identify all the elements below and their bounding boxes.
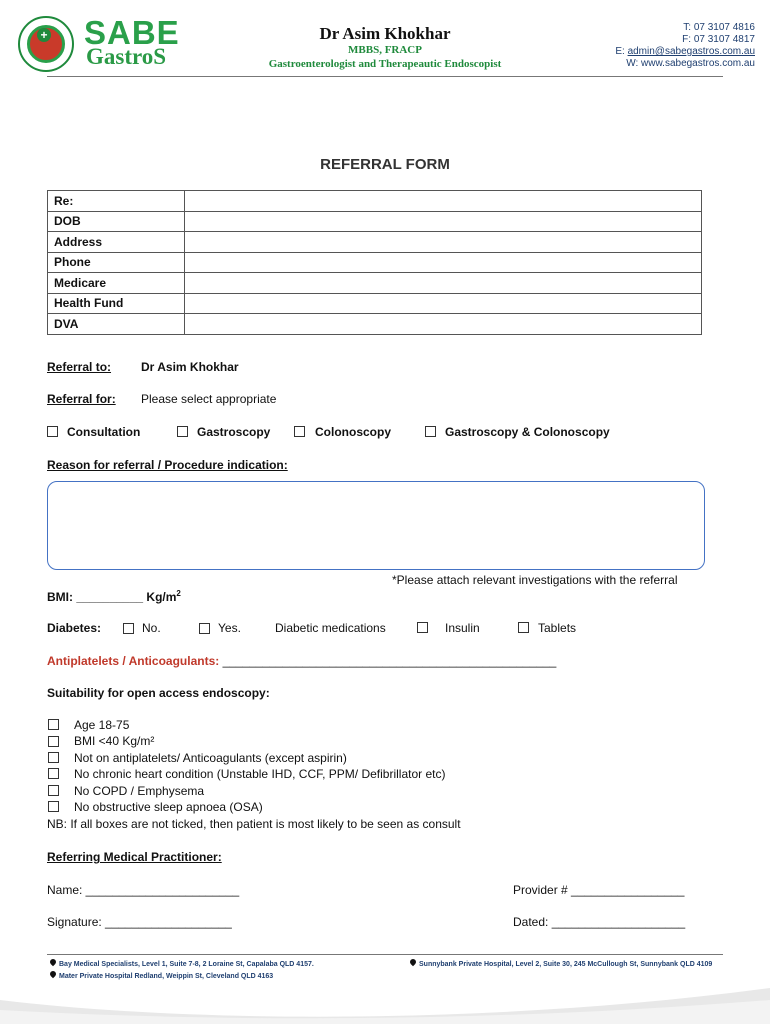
suitability-item: Age 18-75 [74,718,130,732]
antiplatelets-blank[interactable]: __________________________________________________ [222,654,557,668]
suitability-note: NB: If all boxes are not ticked, then patient is most likely to be seen as consult [47,817,461,831]
location-pin-icon [409,958,417,966]
header-divider [47,76,723,77]
field-label: DVA [48,314,185,335]
reason-textarea[interactable] [47,481,705,570]
phone-field[interactable] [185,252,702,273]
contact-web[interactable]: W: www.sabegastros.com.au [626,58,755,69]
practitioner-name-field[interactable]: Name: _______________________ [47,883,240,897]
diabetes-no-checkbox[interactable] [123,623,134,634]
referral-to-label: Referral to: [47,360,112,374]
no-osa-checkbox[interactable] [48,801,59,812]
doctor-credentials: MBBS, FRACP [348,44,422,56]
suitability-item: BMI <40 Kg/m² [74,734,155,748]
field-label: Health Fund [48,293,185,314]
dob-field[interactable] [185,211,702,232]
table-row [48,314,702,335]
diabetes-yes-label: Yes. [218,621,241,635]
bmi-label: BMI: __________ Kg/m [47,590,177,604]
brand-name-bottom: GastroS [86,44,167,69]
address-field[interactable] [185,232,702,253]
consultation-checkbox[interactable] [47,426,58,437]
footer-divider [47,954,723,955]
bmi-criteria-checkbox[interactable] [48,736,59,747]
no-antiplatelets-checkbox[interactable] [48,752,59,763]
referral-for-label: Referral for: [47,392,116,406]
footer-location-3 [50,971,273,980]
referral-for-value: Please select appropriate [141,392,277,406]
age-checkbox[interactable] [48,719,59,730]
suitability-item: No chronic heart condition (Unstable IHD, CCF, PPM/ Defibrillator etc) [74,767,446,781]
suitability-item: No COPD / Emphysema [74,784,205,798]
medicare-field[interactable] [185,273,702,294]
antiplatelets-line [47,654,556,668]
health-fund-field[interactable] [185,293,702,314]
diabetes-label: Diabetes: [47,621,102,635]
insulin-checkbox[interactable] [417,622,428,633]
logo-cross-icon: + [37,28,51,42]
colonoscopy-label: Colonoscopy [315,425,392,439]
location-text: Mater Private Hospital Redland, Weippin St, Cleveland QLD 4163 [59,973,274,980]
field-label: Medicare [48,273,185,294]
diabetes-yes-checkbox[interactable] [199,623,210,634]
field-label: DOB [48,211,185,232]
gastro-colonoscopy-label: Gastroscopy & Colonoscopy [445,425,610,439]
table-row [48,211,702,232]
attach-note: *Please attach relevant investigations with the referral [392,573,678,587]
patient-details-table [47,190,702,335]
gastroscopy-label: Gastroscopy [197,425,271,439]
tablets-checkbox[interactable] [518,622,529,633]
antiplatelets-label: Antiplatelets / Anticoagulants: [47,654,220,668]
table-row [48,232,702,253]
doctor-name: Dr Asim Khokhar [319,24,451,43]
table-row [48,191,702,212]
suitability-item: No obstructive sleep apnoea (OSA) [74,800,263,814]
contact-email-link[interactable]: admin@sabegastros.com.au [627,46,755,57]
no-copd-checkbox[interactable] [48,785,59,796]
diabetic-medications-label: Diabetic medications [275,621,386,635]
field-label: Address [48,232,185,253]
contact-phone: T: 07 3107 4816 [683,22,755,33]
diabetes-no-label: No. [142,621,161,635]
doctor-specialty: Gastroenterologist and Therapeautic Endoscopist [268,58,502,70]
provider-number-field[interactable]: Provider # _________________ [513,883,685,897]
signature-field[interactable]: Signature: ___________________ [47,915,232,929]
reason-label: Reason for referral / Procedure indication: [47,458,288,472]
no-heart-condition-checkbox[interactable] [48,768,59,779]
bmi-line [47,589,181,604]
dva-field[interactable] [185,314,702,335]
field-label: Re: [48,191,185,212]
dated-field[interactable]: Dated: ____________________ [513,915,686,929]
table-row [48,252,702,273]
footer-location-2 [410,959,712,968]
tablets-label: Tablets [538,621,577,635]
field-label: Phone [48,252,185,273]
referral-to-value: Dr Asim Khokhar [141,360,239,374]
footer-swoosh [0,980,770,1024]
practitioner-title: Referring Medical Practitioner: [47,850,222,864]
consultation-label: Consultation [67,425,141,439]
contact-email-line [535,46,755,58]
gastroscopy-checkbox[interactable] [177,426,188,437]
table-row [48,273,702,294]
brand-name-top: SABE [84,14,180,51]
location-text: Bay Medical Specialists, Level 1, Suite 7-8, 2 Loraine St, Capalaba QLD 4157. [59,961,314,968]
bmi-sup: 2 [176,589,181,598]
gastro-colonoscopy-checkbox[interactable] [425,426,436,437]
contact-fax: F: 07 3107 4817 [682,34,755,45]
suitability-item: Not on antiplatelets/ Anticoagulants (except aspirin) [74,751,347,765]
colonoscopy-checkbox[interactable] [294,426,305,437]
insulin-label: Insulin [445,621,480,635]
suitability-title: Suitability for open access endoscopy: [47,686,270,700]
form-title: REFERRAL FORM [320,156,450,173]
footer-location-1 [50,959,314,968]
email-prefix: E: [615,46,628,57]
location-pin-icon [49,970,57,978]
re-field[interactable] [185,191,702,212]
table-row [48,293,702,314]
location-pin-icon [49,958,57,966]
location-text: Sunnybank Private Hospital, Level 2, Suite 30, 245 McCullough St, Sunnybank QLD 4109 [419,961,713,968]
